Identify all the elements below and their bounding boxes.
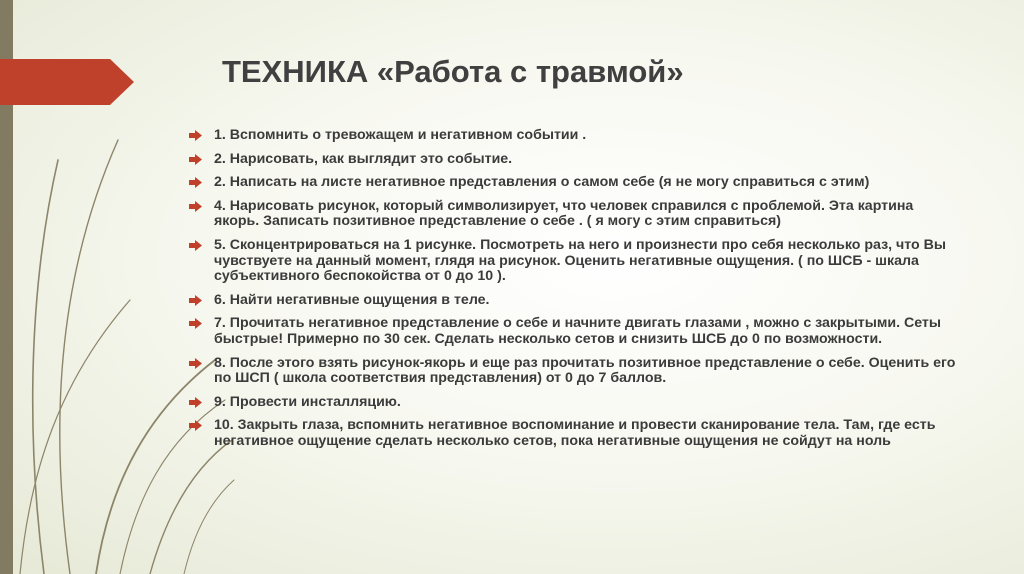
- list-item-text: 2. Написать на листе негативное представления о самом себе (я не могу справиться с этим): [214, 174, 870, 191]
- list-item: [189, 238, 959, 285]
- list-item-text: 4. Нарисовать рисунок, который символизирует, что человек справился с проблемой. Эта картина якорь. Записать позитивное представление о себе . ( я могу с этим справиться): [214, 197, 914, 230]
- list-item: [189, 175, 959, 191]
- arrow-bullet-icon: [189, 240, 202, 251]
- list-item: [189, 293, 959, 309]
- arrow-bullet-icon: [189, 397, 202, 408]
- list-item-text: 7. Прочитать негативное представление о себе и начните двигать глазами , можно с закрытыми. Сеты быстрые! Примерно по 30 сек. Сделать несколько сетов и снизить ШСБ до 0 по возможности.: [214, 315, 941, 347]
- list-item-text: 1. Вспомнить о тревожащем и негативном событии .: [214, 127, 587, 143]
- arrow-bullet-icon: [189, 177, 202, 188]
- arrow-bullet-icon: [189, 201, 202, 212]
- arrow-bullet-icon: [189, 130, 202, 141]
- arrow-bullet-icon: [189, 154, 202, 165]
- list-item: [189, 316, 959, 347]
- list-item-text: 5. Сконцентрироваться на 1 рисунке. Посмотреть на него и произнести про себя несколько раз, что Вы чувствуете на данный момент, глядя на рисунок. Оценить негативные ощущения. ( по ШСБ - шкала субъективного беспокойства от 0 до 10 ).: [214, 236, 947, 285]
- arrow-bullet-icon: [189, 318, 202, 329]
- list-item-text: 6. Найти негативные ощущения в теле.: [214, 291, 490, 308]
- list-item: [189, 418, 959, 449]
- list-item-text: 8. После этого взять рисунок-якорь и еще раз прочитать позитивное представление о себе. Оценить его по ШСП ( школа соответствия представления) от 0 до 7 баллов.: [214, 354, 956, 387]
- list-item-text: 10. Закрыть глаза, вспомнить негативное воспоминание и провести сканирование тела. Там, где есть негативное ощущение сделать несколько сетов, пока негативные ощущения не сойдут на ноль: [214, 417, 936, 449]
- title-accent-arrow: [0, 59, 140, 105]
- slide-title: ТЕХНИКА «Работа с травмой»: [222, 54, 684, 89]
- arrow-bullet-icon: [189, 295, 202, 306]
- arrow-bullet-icon: [189, 358, 202, 369]
- list-item: [189, 356, 959, 387]
- bullet-list: [189, 128, 959, 458]
- list-item: [189, 395, 959, 411]
- list-item: [189, 152, 959, 168]
- list-item-text: 2. Нарисовать, как выглядит это событие.: [214, 150, 513, 167]
- list-item-text: 9. Провести инсталляцию.: [214, 393, 401, 410]
- list-item: [189, 199, 959, 230]
- arrow-bullet-icon: [189, 420, 202, 431]
- list-item: [189, 128, 959, 144]
